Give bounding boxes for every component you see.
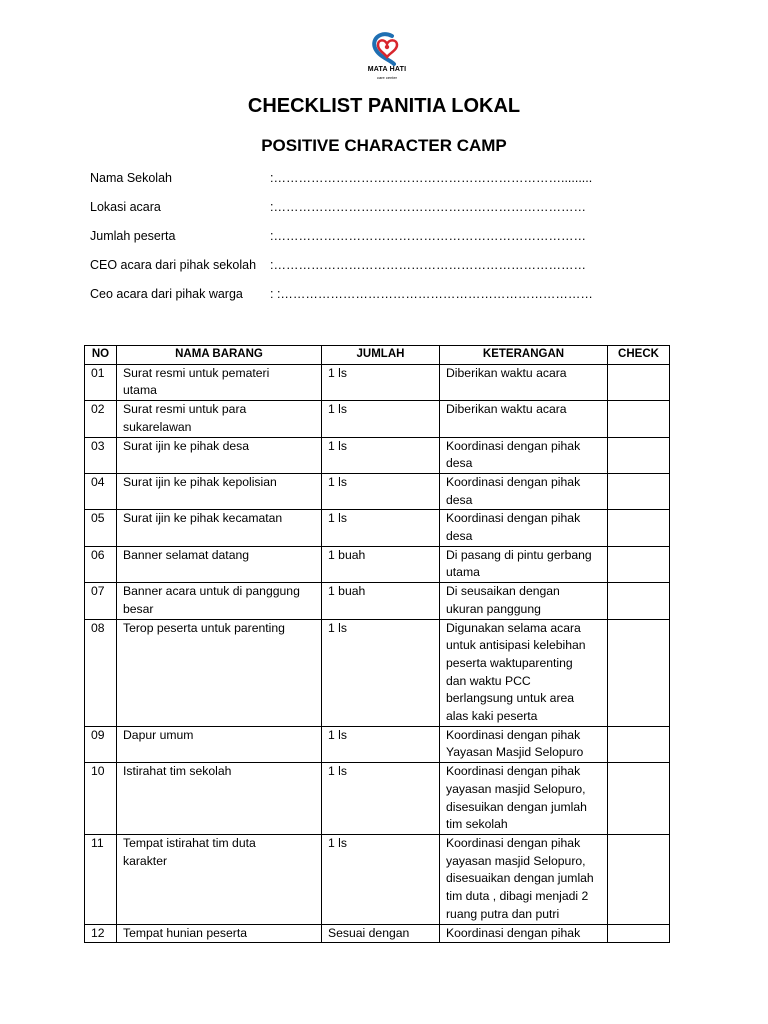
cell-check[interactable] (608, 510, 670, 546)
info-value: : :………………………………………………………………… (270, 287, 593, 301)
info-label: Lokasi acara (90, 200, 161, 214)
cell-no-text: 06 (91, 547, 105, 562)
cell-keterangan (440, 546, 608, 582)
cell-jumlah (322, 364, 440, 400)
cell-keterangan (440, 583, 608, 619)
cell-keterangan-text: Koordinasi dengan pihak desa (446, 438, 581, 471)
cell-keterangan (440, 619, 608, 726)
table-row (85, 473, 670, 509)
cell-jumlah-text: 1 ls (328, 764, 347, 779)
cell-no (85, 473, 117, 509)
cell-no (85, 546, 117, 582)
cell-keterangan-text: Koordinasi dengan pihak Yayasan Masjid Selopuro (446, 727, 584, 760)
cell-keterangan (440, 510, 608, 546)
cell-no (85, 924, 117, 943)
cell-no-text: 02 (91, 402, 105, 417)
heart-eye-icon (370, 30, 404, 66)
cell-no (85, 364, 117, 400)
info-value: :………………………………………………………………… (270, 229, 586, 243)
cell-jumlah (322, 834, 440, 924)
cell-check[interactable] (608, 834, 670, 924)
cell-nama-barang (117, 546, 322, 582)
cell-check[interactable] (608, 726, 670, 762)
cell-nama-barang (117, 364, 322, 400)
cell-nama-barang (117, 583, 322, 619)
cell-nama-barang-text: Dapur umum (123, 727, 194, 742)
cell-nama-barang (117, 763, 322, 835)
cell-check[interactable] (608, 401, 670, 437)
cell-jumlah-text: 1 buah (328, 584, 366, 599)
cell-no-text: 04 (91, 474, 105, 489)
cell-check[interactable] (608, 364, 670, 400)
logo (364, 30, 410, 82)
cell-no-text: 03 (91, 438, 105, 453)
cell-nama-barang-text: Terop peserta untuk parenting (123, 620, 285, 635)
info-label: Nama Sekolah (90, 171, 172, 185)
cell-no-text: 11 (91, 835, 104, 850)
info-label: CEO acara dari pihak sekolah (90, 258, 257, 272)
cell-keterangan (440, 726, 608, 762)
cell-keterangan (440, 834, 608, 924)
header-keterangan: KETERANGAN (440, 346, 608, 365)
cell-keterangan-text: Diberikan waktu acara (446, 402, 567, 417)
logo-tagline: care center (376, 75, 397, 80)
table-header-row (85, 346, 670, 365)
cell-no-text: 12 (91, 925, 105, 940)
cell-no-text: 07 (91, 584, 105, 599)
cell-nama-barang-text: Banner selamat datang (123, 547, 250, 562)
table-row (85, 619, 670, 726)
cell-no-text: 08 (91, 620, 105, 635)
info-value: :……………………………………………………………......... (270, 171, 593, 185)
cell-jumlah-text: 1 ls (328, 835, 347, 850)
cell-nama-barang (117, 510, 322, 546)
header-nama-barang: NAMA BARANG (117, 346, 322, 365)
cell-keterangan-text: Koordinasi dengan pihak yayasan masjid Selopuro, disesuikan dengan jumlah tim sekolah (446, 764, 587, 832)
table-body (85, 364, 670, 943)
logo-name: MATA HATI (367, 66, 407, 73)
cell-check[interactable] (608, 763, 670, 835)
cell-no-text: 10 (91, 764, 105, 779)
cell-keterangan-text: Koordinasi dengan pihak desa (446, 474, 581, 507)
cell-keterangan (440, 763, 608, 835)
cell-jumlah (322, 619, 440, 726)
cell-nama-barang (117, 473, 322, 509)
cell-jumlah-text: 1 ls (328, 727, 347, 742)
page-title: CHECKLIST PANITIA LOKAL (247, 95, 521, 117)
cell-keterangan (440, 364, 608, 400)
cell-jumlah (322, 583, 440, 619)
cell-nama-barang (117, 437, 322, 473)
cell-jumlah-text: 1 ls (328, 402, 347, 417)
table-row (85, 437, 670, 473)
header-jumlah: JUMLAH (322, 346, 440, 365)
cell-jumlah-text: 1 ls (328, 438, 347, 453)
cell-keterangan-text: Koordinasi dengan pihak desa (446, 511, 581, 544)
cell-no (85, 437, 117, 473)
cell-no-text: 05 (91, 511, 105, 526)
cell-no (85, 619, 117, 726)
cell-jumlah-text: 1 buah (328, 547, 366, 562)
cell-nama-barang-text: Tempat hunian peserta (123, 925, 247, 940)
table-row (85, 924, 670, 943)
cell-check[interactable] (608, 437, 670, 473)
cell-keterangan-text: Koordinasi dengan pihak yayasan masjid Selopuro, disesuaikan dengan jumlah tim duta , dibagi menjadi 2 ruang putra dan putri (446, 835, 594, 921)
cell-no (85, 726, 117, 762)
cell-no (85, 401, 117, 437)
cell-jumlah (322, 510, 440, 546)
info-value: :………………………………………………………………… (270, 200, 586, 214)
cell-jumlah-text: 1 ls (328, 474, 347, 489)
cell-nama-barang-text: Surat resmi untuk pemateri utama (123, 365, 270, 398)
cell-keterangan-text: Di pasang di pintu gerbang utama (446, 547, 592, 580)
cell-nama-barang-text: Tempat istirahat tim duta karakter (123, 835, 256, 868)
cell-nama-barang-text: Banner acara untuk di panggung besar (123, 584, 300, 616)
cell-jumlah-text: 1 ls (328, 511, 347, 526)
table-row (85, 510, 670, 546)
cell-no-text: 01 (91, 365, 105, 380)
cell-check[interactable] (608, 924, 670, 943)
cell-jumlah (322, 473, 440, 509)
cell-nama-barang (117, 924, 322, 943)
page-subtitle: POSITIVE CHARACTER CAMP (261, 136, 507, 155)
cell-keterangan-text: Koordinasi dengan pihak (446, 925, 581, 940)
table-row (85, 583, 670, 619)
cell-jumlah-text: Sesuai dengan (328, 925, 410, 940)
info-label: Jumlah peserta (90, 229, 176, 243)
cell-check[interactable] (608, 473, 670, 509)
cell-jumlah (322, 924, 440, 943)
cell-jumlah-text: 1 ls (328, 620, 347, 635)
info-value: :………………………………………………………………… (270, 258, 586, 272)
table-row (85, 834, 670, 924)
cell-jumlah (322, 437, 440, 473)
cell-keterangan (440, 924, 608, 943)
cell-keterangan (440, 437, 608, 473)
cell-keterangan (440, 401, 608, 437)
cell-nama-barang-text: Surat resmi untuk para sukarelawan (123, 402, 247, 434)
header-no: NO (85, 346, 117, 365)
table-row (85, 401, 670, 437)
cell-no (85, 510, 117, 546)
cell-jumlah-text: 1 ls (328, 365, 347, 380)
table-row (85, 763, 670, 835)
cell-check[interactable] (608, 619, 670, 726)
checklist-table (84, 345, 670, 943)
cell-jumlah (322, 763, 440, 835)
header-check: CHECK (608, 346, 670, 365)
cell-nama-barang-text: Istirahat tim sekolah (123, 764, 232, 779)
cell-no (85, 763, 117, 835)
table-row (85, 726, 670, 762)
cell-nama-barang-text: Surat ijin ke pihak desa (123, 438, 250, 453)
info-label: Ceo acara dari pihak warga (90, 287, 243, 301)
cell-keterangan-text: Diberikan waktu acara (446, 365, 567, 380)
cell-jumlah (322, 401, 440, 437)
cell-nama-barang (117, 726, 322, 762)
cell-keterangan-text: Di seusaikan dengan ukuran panggung (446, 584, 560, 616)
cell-check[interactable] (608, 583, 670, 619)
cell-keterangan (440, 473, 608, 509)
cell-no-text: 09 (91, 727, 105, 742)
cell-nama-barang (117, 619, 322, 726)
table-row (85, 546, 670, 582)
cell-no (85, 583, 117, 619)
cell-nama-barang (117, 834, 322, 924)
cell-nama-barang-text: Surat ijin ke pihak kecamatan (123, 511, 283, 526)
cell-keterangan-text: Digunakan selama acara untuk antisipasi kelebihan peserta waktuparenting dan waktu PCC berlangsung untuk area alas kaki peserta (446, 620, 586, 724)
cell-jumlah (322, 726, 440, 762)
cell-check[interactable] (608, 546, 670, 582)
cell-nama-barang (117, 401, 322, 437)
cell-no (85, 834, 117, 924)
cell-nama-barang-text: Surat ijin ke pihak kepolisian (123, 474, 277, 489)
table-row (85, 364, 670, 400)
cell-jumlah (322, 546, 440, 582)
